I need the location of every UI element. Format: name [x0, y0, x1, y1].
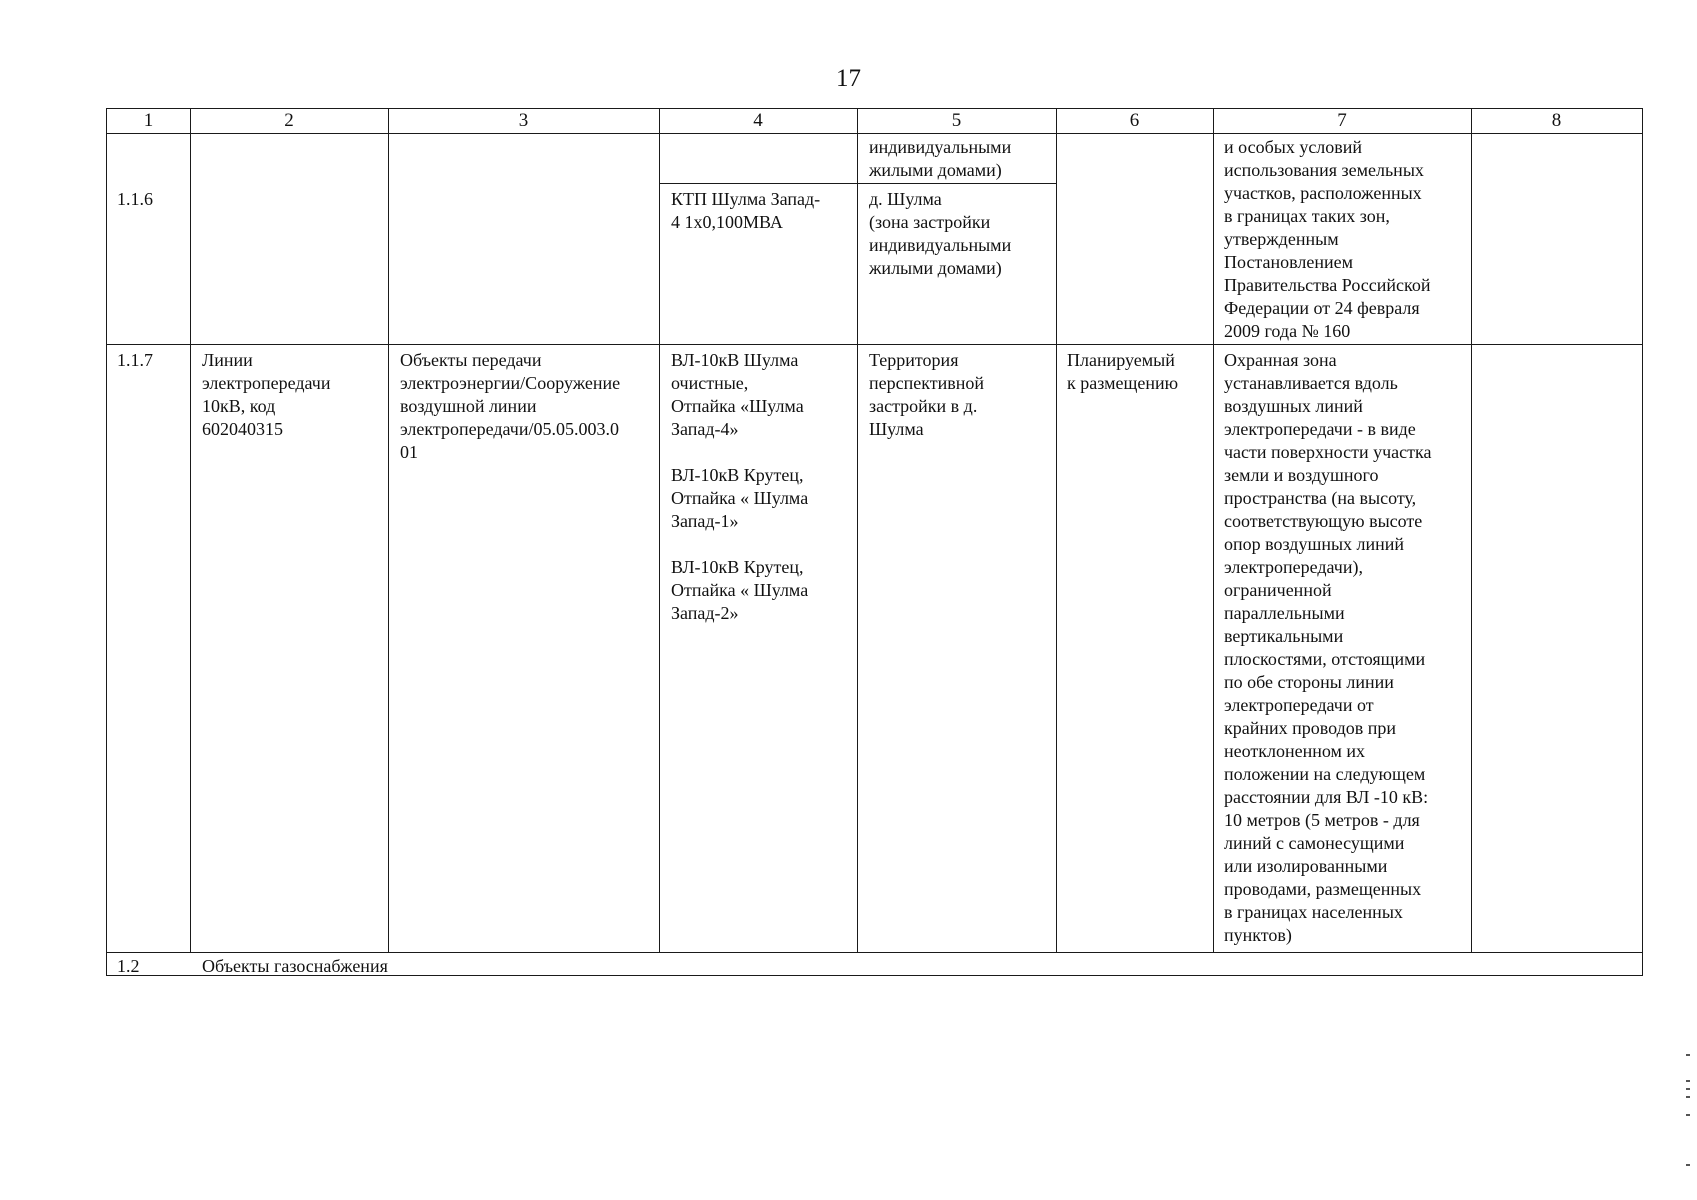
- col-divider: [1213, 109, 1214, 952]
- header-col-1: 1: [143, 110, 154, 131]
- row-1-2-number: 1.2: [117, 956, 140, 976]
- row-divider: [107, 952, 1642, 953]
- row-divider: [659, 183, 1056, 184]
- col-divider: [659, 109, 660, 952]
- row-1-1-7-object-type: Объекты передачи электроэнергии/Сооружение воздушной линии электропередачи/05.05.003.0 01: [400, 350, 621, 462]
- row-1-1-7-lines: ВЛ-10кВ Шулма очистные, Отпайка «Шулма Запад-4» ВЛ-10кВ Крутец, Отпайка « Шулма Запад-1» ВЛ-10кВ Крутец, Отпайка « Шулма Запад-2»: [671, 350, 809, 623]
- scan-artifact-marks: [1686, 1054, 1692, 1184]
- row-1-1-6-location: д. Шулма (зона застройки индивидуальными жилыми домами): [869, 189, 1012, 278]
- header-col-6: 6: [1129, 110, 1140, 131]
- row-1-1-6-number: 1.1.6: [117, 189, 153, 209]
- header-col-3: 3: [518, 110, 529, 131]
- data-table: [106, 108, 1643, 976]
- row-1-1-7-number: 1.1.7: [117, 350, 153, 370]
- header-col-2: 2: [284, 110, 294, 131]
- col-divider: [1471, 109, 1472, 952]
- header-col-8: 8: [1551, 110, 1562, 131]
- header-col-4: 4: [753, 110, 763, 131]
- continued-col7-text: и особых условий использования земельных участков, расположенных в границах таких зон, утвержденным Постановлением Правительства Российской Федерации от 24 февраля 2009 года № 160: [1224, 137, 1431, 341]
- row-divider: [107, 344, 1642, 345]
- col-divider: [190, 109, 191, 952]
- continued-col5-text: индивидуальными жилыми домами): [869, 137, 1012, 180]
- col-divider: [857, 109, 858, 952]
- row-1-1-6-substation: КТП Шулма Запад- 4 1х0,100МВА: [671, 189, 821, 232]
- row-1-1-7-status: Планируемый к размещению: [1067, 350, 1179, 393]
- col-divider: [388, 109, 389, 952]
- row-1-1-7-name: Линии электропередачи 10кВ, код 602040315: [202, 350, 331, 439]
- row-1-1-7-protection-zone: Охранная зона устанавливается вдоль воздушных линий электропередачи - в виде части поверхности участка земли и воздушного пространства (на высоту, соответствующую высоте опор воздушных линий электропередачи), ограниченной параллельными вертикальными плоскостями, отстоящими по обе стороны линии электропередачи от крайних проводов при неотклоненном их положении на следующем расстоянии для ВЛ -10 кВ: 10 метров (5 метров - для линий с самонесущими или изолированными проводами, размещенных в границах населенных пунктов): [1224, 350, 1432, 945]
- col-divider: [1056, 109, 1057, 952]
- page-number: 17: [836, 65, 861, 92]
- row-1-2-title: Объекты газоснабжения: [202, 956, 388, 976]
- header-col-7: 7: [1337, 110, 1347, 131]
- header-col-5: 5: [951, 110, 962, 131]
- row-1-1-7-territory: Территория перспективной застройки в д. Шулма: [869, 350, 985, 439]
- row-divider: [107, 133, 1642, 134]
